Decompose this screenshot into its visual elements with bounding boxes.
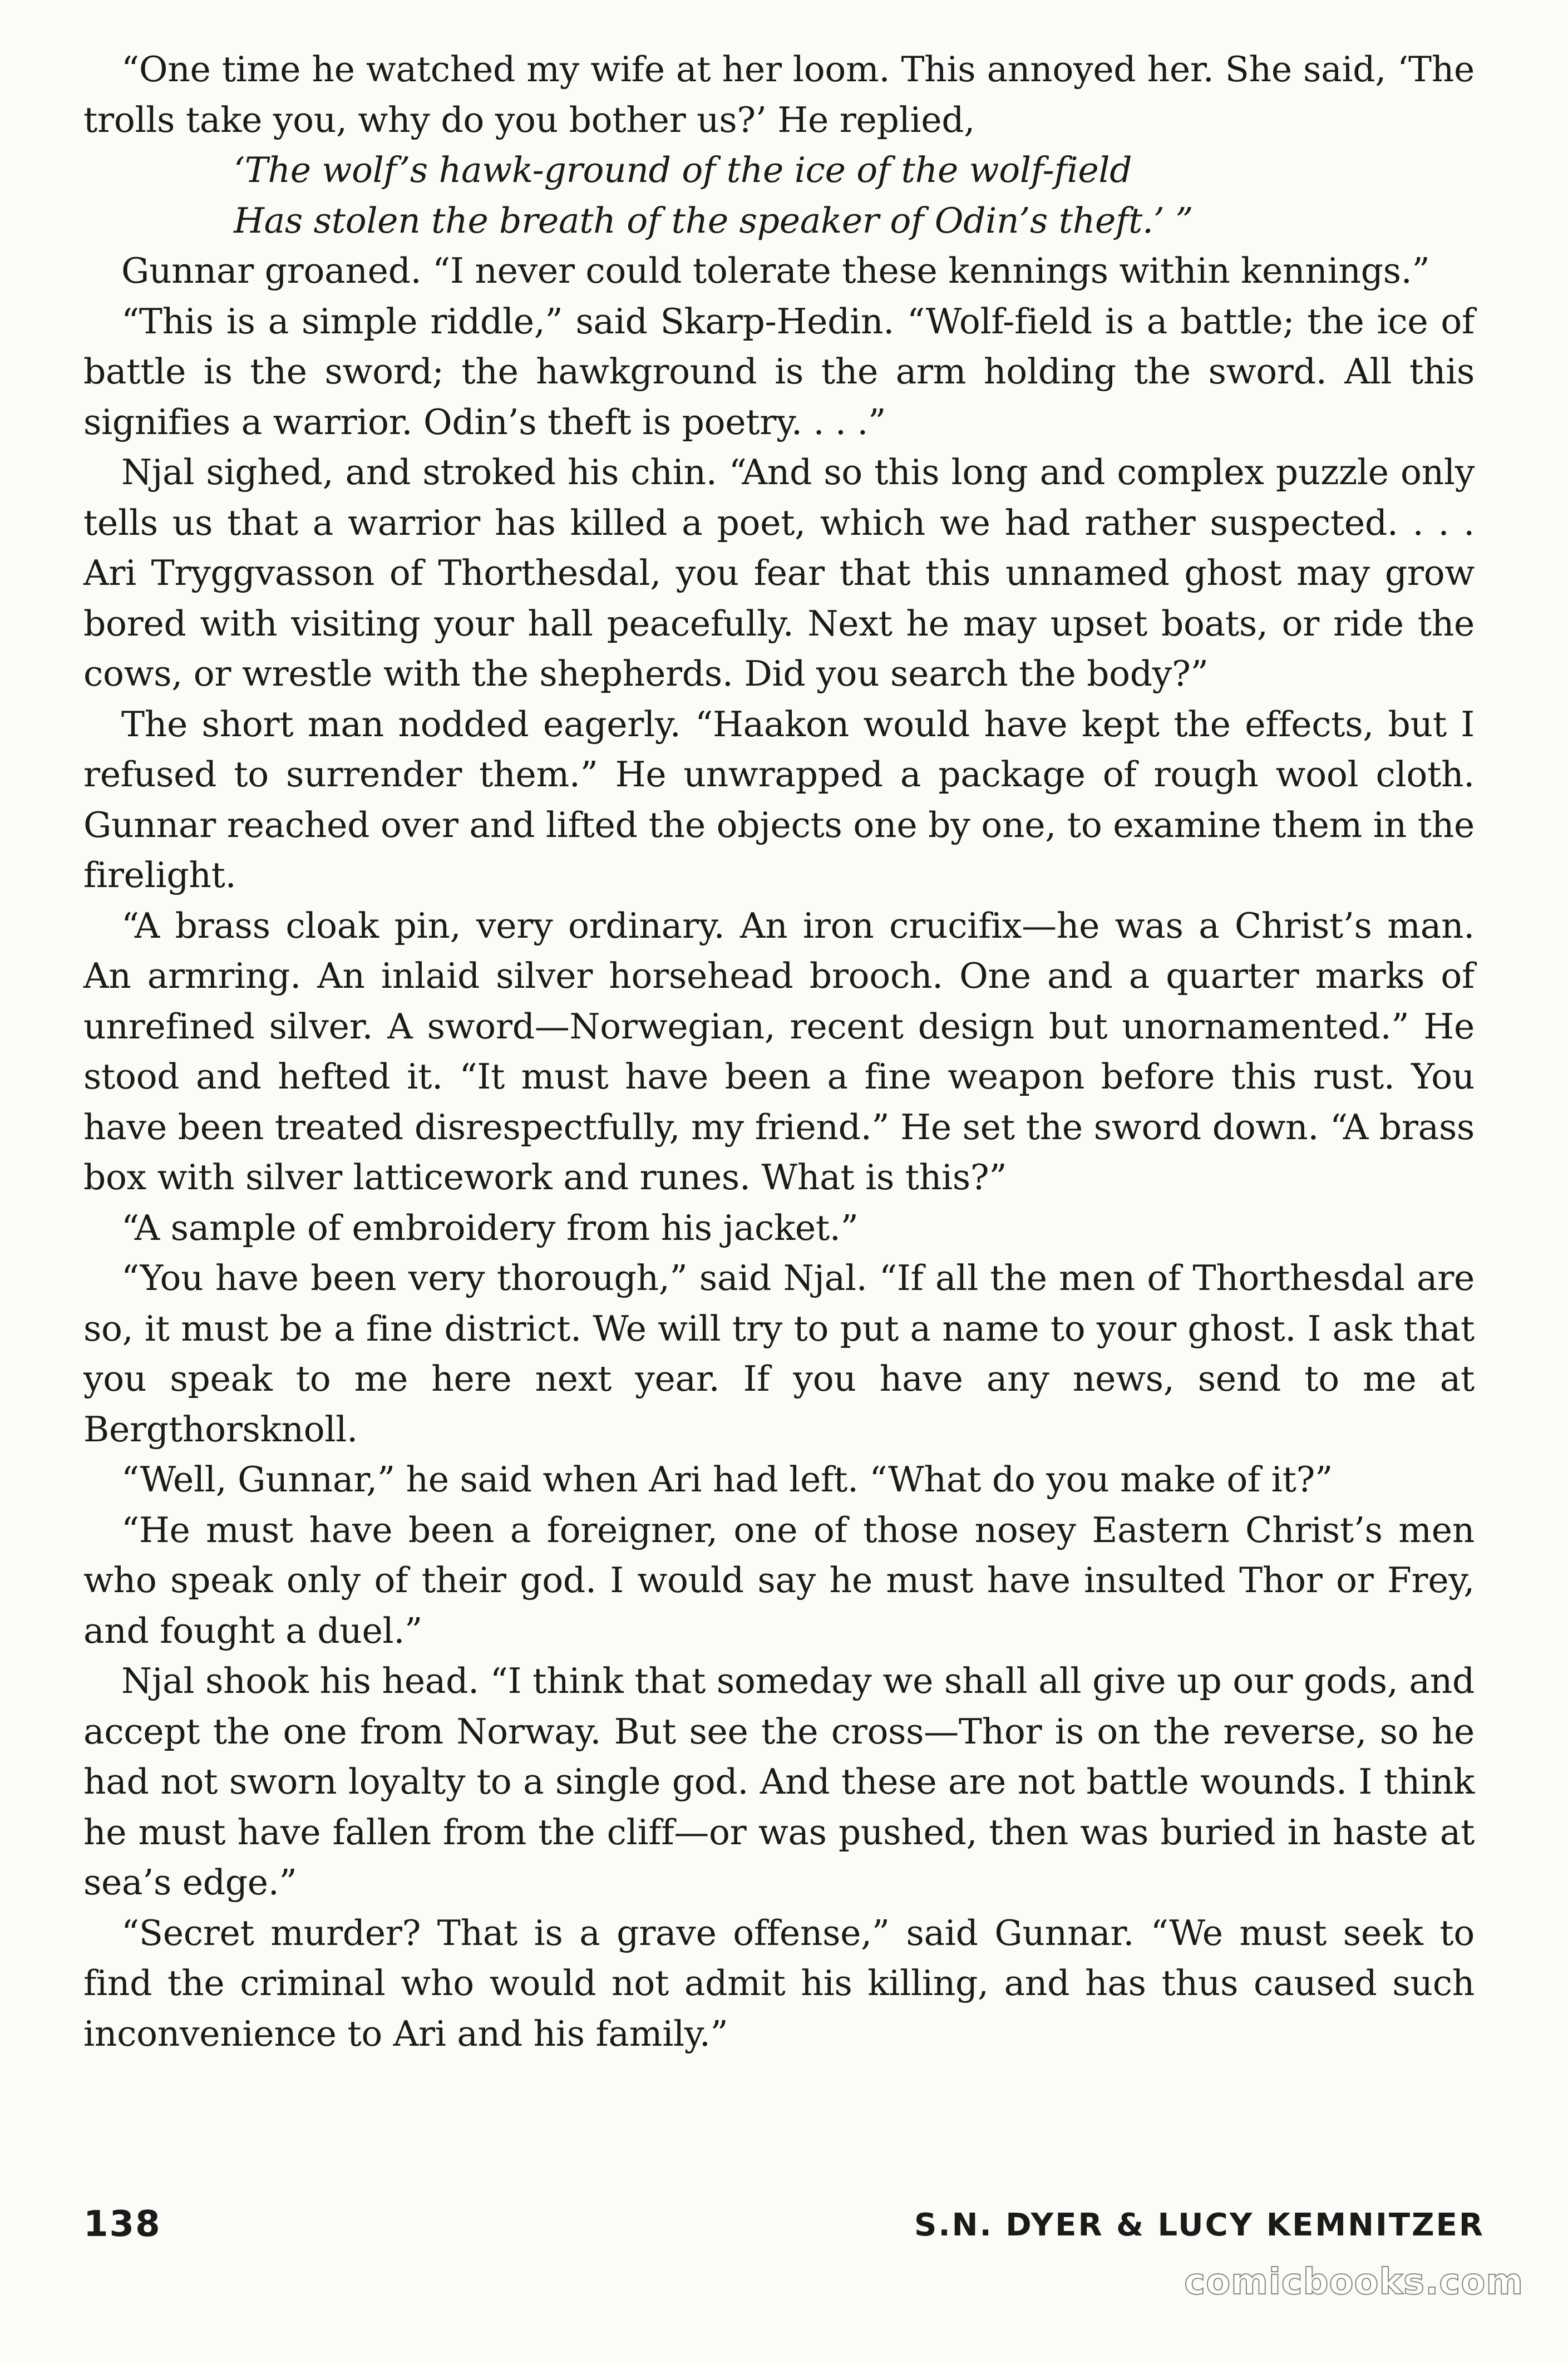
verse-line-1: ‘The wolf’s hawk-ground of the ice of the wolf-field	[234, 150, 1132, 190]
paragraph-2: Gunnar groaned. “I never could tolerate these kennings within kennings.”	[121, 250, 1430, 291]
paragraph-7: “A sample of embroidery from his jacket.”	[121, 1207, 859, 1248]
paragraph-12: “Secret murder? That is a grave offense,” said Gunnar. “We must seek to find the criminal who would not admit his killing, and has thus caused such inconvenience to Ari and his family.”	[83, 1912, 1475, 2054]
paragraph-8: “You have been very thorough,” said Njal. “If all the men of Thorthesdal are so, it must be a fine district. We will try to put a name to your ghost. I ask that you speak to me here next year. If you have any news, send to me at Bergthorsknoll.	[83, 1258, 1475, 1450]
paragraph-10: “He must have been a foreigner, one of those nosey Eastern Christ’s men who speak only of their god. I would say he must have insulted Thor or Frey, and fought a duel.”	[83, 1509, 1475, 1651]
paragraph-6: “A brass cloak pin, very ordinary. An iron crucifix—he was a Christ’s man. An armring. An inlaid silver horsehead brooch. One and a quarter marks of unrefined silver. A sword—Norwegian, recent design but unornamented.” He stood and hefted it. “It must have been a fine weapon before this rust. You have been treated disrespectfully, my friend.” He set the sword down. “A brass box with silver latticework and runes. What is this?”	[83, 905, 1475, 1198]
paragraph-1: “One time he watched my wife at her loom. This annoyed her. She said, ‘The trolls take you, why do you bother us?’ He replied,	[83, 49, 1475, 140]
page-footer	[83, 2204, 1485, 2271]
paragraph-4: Njal sighed, and stroked his chin. “And so this long and complex puzzle only tells us that a warrior has killed a poet, which we had rather suspected. . . . Ari Tryggvasson of Thorthesdal, you fear that this unnamed ghost may grow bored with visiting your hall peacefully. Next he may upset boats, or ride the cows, or wrestle with the shepherds. Did you search the body?”	[83, 452, 1475, 694]
paragraph-9: “Well, Gunnar,” he said when Ari had left. “What do you make of it?”	[121, 1459, 1333, 1500]
running-head-authors: S.N. DYER & LUCY KEMNITZER	[914, 2207, 1485, 2243]
body-text	[83, 45, 1475, 2059]
verse-line-2: Has stolen the breath of the speaker of Odin’s theft.’ ”	[234, 200, 1194, 241]
paragraph-11: Njal shook his head. “I think that someday we shall all give up our gods, and accept the one from Norway. But see the cross—Thor is on the reverse, so he had not sworn loyalty to a single god. And these are not battle wounds. I think he must have fallen from the cliff—or was pushed, then was buried in haste at sea’s edge.”	[83, 1661, 1475, 1903]
book-page	[83, 45, 1475, 2326]
watermark-logo: comicbooks.com	[1184, 2262, 1523, 2303]
paragraph-5: The short man nodded eagerly. “Haakon would have kept the effects, but I refused to surrender them.” He unwrapped a package of rough wool cloth. Gunnar reached over and lifted the objects one by one, to examine them in the firelight.	[83, 703, 1475, 895]
page-number: 138	[83, 2204, 161, 2245]
paragraph-3: “This is a simple riddle,” said Skarp-Hedin. “Wolf-field is a battle; the ice of battle is the sword; the hawkground is the arm holding the sword. All this signifies a warrior. Odin’s theft is poetry. . . .”	[83, 301, 1475, 442]
